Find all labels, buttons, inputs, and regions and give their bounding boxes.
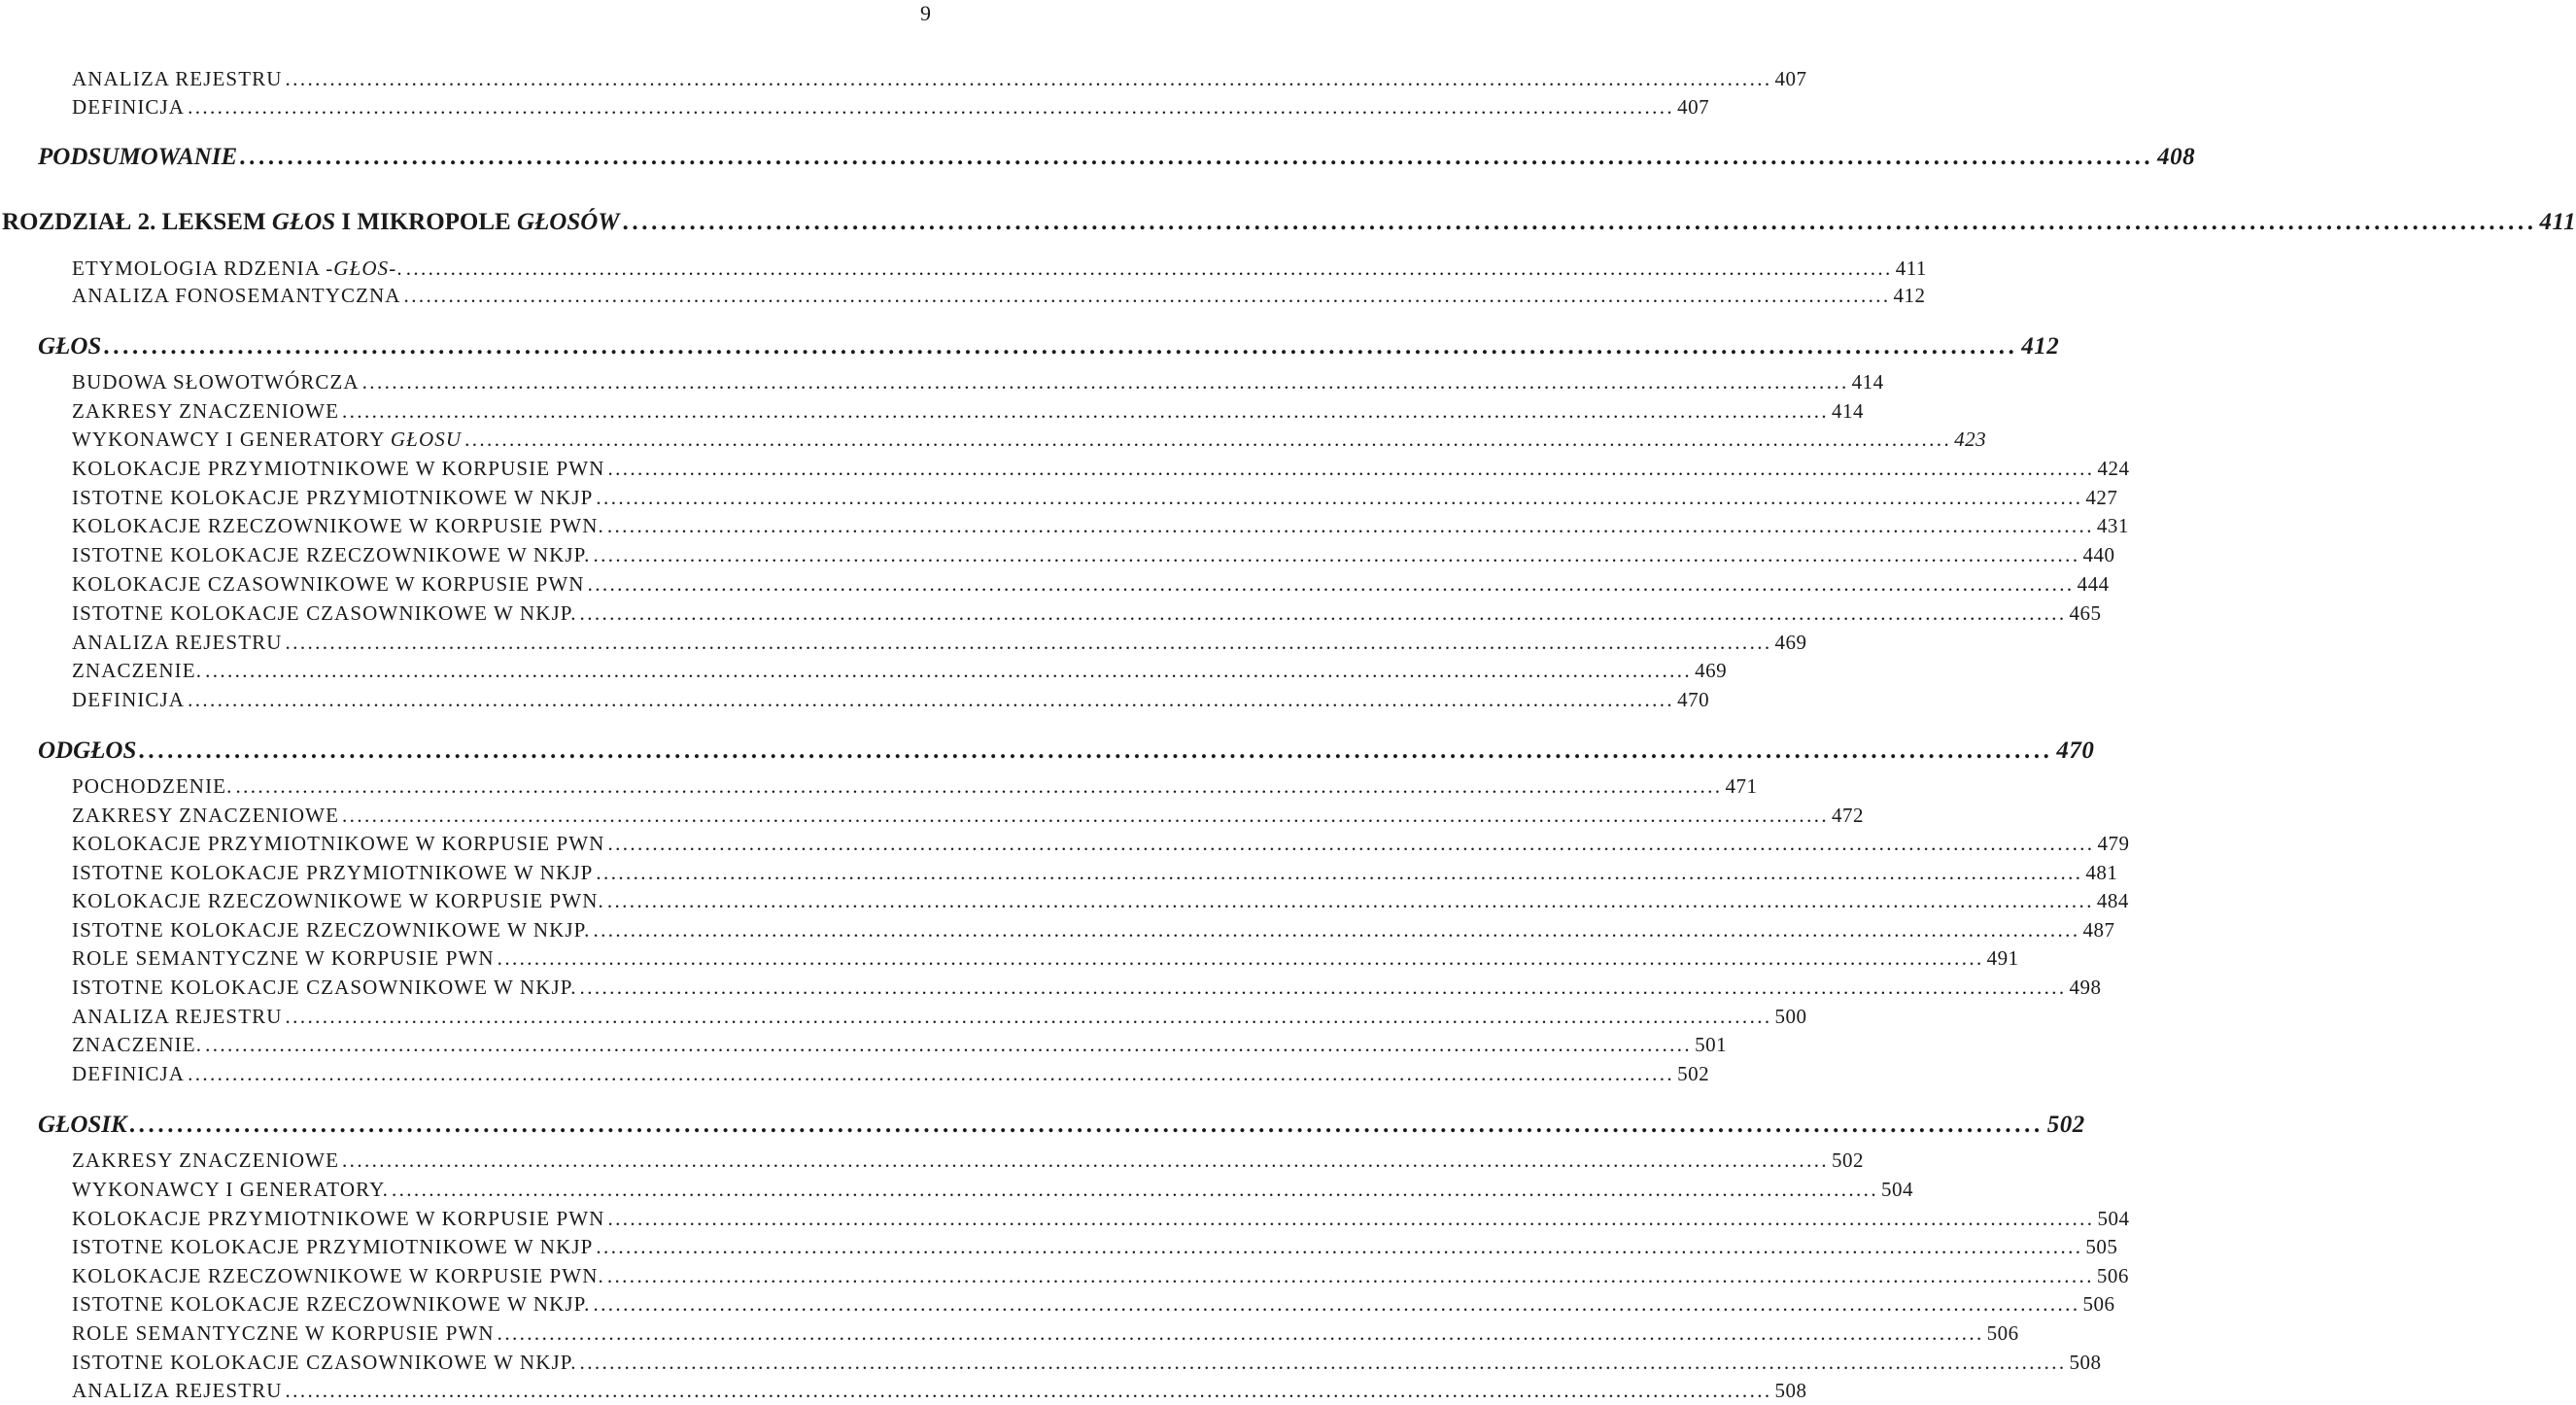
title-text: ISTOTNE KOLOKACJE RZECZOWNIKOWE W NKJP. [72,543,591,566]
title-text: ZAKRESY ZNACZENIOWE [72,1148,340,1172]
dot-leader: ........................................................................................................................................................................................................ [391,1178,1878,1201]
toc-entry-title [72,540,590,569]
toc-page-number: 479 [2097,832,2130,855]
toc-entry-title [72,1146,339,1175]
dot-leader: ........................................................................................................................................................................................................ [607,457,2095,480]
dot-leader: ........................................................................................................................................................................................................ [403,284,1891,307]
toc-entry-title [72,483,593,512]
dot-leader: ........................................................................................................................................................................................................ [587,572,2075,596]
toc-page-number: 500 [1774,1005,1807,1028]
dot-leader: ........................................................................................................................................................................................................ [596,1235,2083,1258]
toc-entry-title [72,367,360,396]
title-text: ISTOTNE KOLOKACJE CZASOWNIKOWE W NKJP. [72,1351,577,1374]
title-text: ANALIZA REJESTRU [72,1005,283,1028]
dot-leader: ........................................................................................................................................................................................................ [104,333,2019,360]
toc-subsection-entry[interactable] [72,425,1987,454]
toc-page-number: 412 [1893,284,1926,307]
toc-page-number: 423 [1954,428,1987,451]
title-text: DEFINICJA [72,95,186,119]
toc-subsection-entry[interactable] [72,1175,1913,1204]
title-text: GŁOS [38,333,102,360]
title-text: BUDOWA SŁOWOTWÓRCZA [72,370,360,394]
toc-section-entry[interactable] [38,1110,2085,1141]
toc-subsection-entry[interactable] [72,1146,1865,1175]
title-text: ISTOTNE KOLOKACJE PRZYMIOTNIKOWE W NKJP [72,1235,594,1258]
toc-subsection-entry[interactable] [72,1376,1807,1405]
dot-leader: ........................................................................................................................................................................................................ [129,1112,2044,1138]
toc-entry-title [72,511,604,540]
toc-subsection-entry[interactable] [72,281,1926,310]
toc-subsection-entry[interactable] [72,569,2110,599]
toc-entry-title [72,886,604,915]
toc-subsection-entry[interactable] [72,1348,2102,1377]
toc-page-number: 502 [1677,1062,1710,1085]
dot-leader: ........................................................................................................................................................................................................ [188,688,1675,711]
toc-page-number: 408 [2157,144,2196,170]
toc-entry-title [72,915,590,944]
dot-leader: ........................................................................................................................................................................................................ [593,918,2080,942]
dot-leader: ........................................................................................................................................................................................................ [188,1062,1675,1085]
dot-leader: ........................................................................................................................................................................................................ [342,1148,1830,1172]
toc-subsection-entry[interactable] [72,511,2129,540]
toc-subsection-entry[interactable] [72,1204,2130,1233]
title-text: ISTOTNE KOLOKACJE RZECZOWNIKOWE W NKJP. [72,918,591,942]
toc-entry-title [72,858,593,887]
toc-entry-title [72,425,462,454]
toc-subsection-entry[interactable] [72,64,1807,93]
toc-subsection-entry[interactable] [72,973,2102,1002]
toc-entry-title [38,1110,127,1141]
toc-page-number: 440 [2082,543,2115,566]
toc-subsection-entry[interactable] [72,483,2118,512]
toc-entry-title [72,396,339,426]
toc-subsection-entry[interactable] [72,1002,1807,1031]
toc-entry-title [72,1232,593,1261]
dot-leader: ........................................................................................................................................................................................................ [622,209,2537,235]
title-text: ANALIZA REJESTRU [72,67,283,90]
toc-entry-title [72,829,604,858]
toc-page-number: 472 [1832,804,1865,827]
dot-leader: ........................................................................................................................................................................................................ [139,737,2054,764]
dot-leader: ........................................................................................................................................................................................................ [607,1207,2095,1230]
dot-leader: ........................................................................................................................................................................................................ [342,804,1830,827]
toc-page-number: 508 [2069,1351,2102,1374]
toc-page-number: 412 [2021,333,2060,360]
toc-entry-title [72,1348,577,1377]
dot-leader: ........................................................................................................................................................................................................ [579,976,2067,999]
toc-page-number: 407 [1774,67,1807,90]
title-text: . [396,257,403,280]
toc-page-number: 498 [2069,976,2102,999]
toc-entry-title [72,1376,283,1405]
toc-entry-title [72,1030,202,1059]
toc-subsection-entry[interactable] [72,829,2130,858]
title-text: DEFINICJA [72,1062,186,1085]
toc-page-number: 491 [1986,946,2019,970]
dot-leader: ........................................................................................................................................................................................................ [240,144,2155,170]
title-text: I MIKROPOLE [335,209,517,235]
toc-page-number: 506 [2096,1264,2129,1287]
toc-page-number: 411 [2539,209,2576,235]
toc-subsection-entry[interactable] [72,943,2019,973]
dot-leader: ........................................................................................................................................................................................................ [596,486,2083,509]
toc-subsection-entry[interactable] [72,454,2130,483]
title-text: ISTOTNE KOLOKACJE RZECZOWNIKOWE W NKJP. [72,1292,591,1316]
title-text: KOLOKACJE PRZYMIOTNIKOWE W KORPUSIE PWN [72,1207,605,1230]
dot-leader: ........................................................................................................................................................................................................ [285,631,1772,654]
title-text: KOLOKACJE RZECZOWNIKOWE W KORPUSIE PWN. [72,889,604,912]
toc-page-number: 508 [1774,1379,1807,1402]
title-text: WYKONAWCY I GENERATORY. [72,1178,389,1201]
dot-leader: ........................................................................................................................................................................................................ [285,67,1772,90]
toc-page-number: 502 [2046,1112,2085,1138]
toc-page-number: 506 [2082,1292,2115,1316]
toc-page-number: 501 [1695,1033,1728,1056]
toc-entry-title [72,1175,389,1204]
dot-leader: ........................................................................................................................................................................................................ [579,601,2067,625]
title-text: WYKONAWCY I GENERATORY [72,428,391,451]
toc-page-number: 424 [2097,457,2130,480]
toc-subsection-entry[interactable] [72,685,1710,714]
toc-page-number: 505 [2085,1235,2118,1258]
toc-subsection-entry[interactable] [72,1059,1710,1088]
toc-subsection-entry[interactable] [72,1232,2118,1261]
toc-page-number: 431 [2096,514,2129,537]
title-text: KOLOKACJE RZECZOWNIKOWE W KORPUSIE PWN. [72,514,604,537]
toc-entry-title [72,92,185,121]
toc-section-entry[interactable] [38,331,2060,362]
toc-entry-title [72,281,401,310]
title-text: ETYMOLOGIA RDZENIA [72,257,326,280]
dot-leader: ........................................................................................................................................................................................................ [285,1005,1772,1028]
title-text: ISTOTNE KOLOKACJE CZASOWNIKOWE W NKJP. [72,976,577,999]
dot-leader: ........................................................................................................................................................................................................ [342,399,1830,423]
title-text: ZNACZENIE. [72,1033,203,1056]
toc-subsection-entry[interactable] [72,1030,1728,1059]
toc-page-number: 469 [1695,659,1728,682]
toc-entry-title [72,454,604,483]
title-text: KOLOKACJE RZECZOWNIKOWE W KORPUSIE PWN. [72,1264,604,1287]
dot-leader: ........................................................................................................................................................................................................ [405,257,1893,280]
title-emphasis: -GŁOS- [326,257,397,280]
title-emphasis: GŁOS [271,209,336,235]
title-text: KOLOKACJE PRZYMIOTNIKOWE W KORPUSIE PWN [72,832,605,855]
title-emphasis: GŁOSU [390,428,463,451]
toc-page-number: 470 [1677,688,1710,711]
title-text: KOLOKACJE CZASOWNIKOWE W KORPUSIE PWN [72,572,585,596]
toc-entry-title [72,1059,185,1088]
title-text: ISTOTNE KOLOKACJE PRZYMIOTNIKOWE W NKJP [72,861,594,884]
title-text: ANALIZA REJESTRU [72,1379,283,1402]
title-text: ROLE SEMANTYCZNE W KORPUSIE PWN [72,1321,495,1345]
title-text: PODSUMOWANIE [38,144,238,170]
title-text: ISTOTNE KOLOKACJE PRZYMIOTNIKOWE W NKJP [72,486,594,509]
toc-page-number: 470 [2056,737,2095,764]
toc-subsection-entry[interactable] [72,1289,2115,1319]
toc-page-number: 414 [1832,399,1865,423]
toc-subsection-entry[interactable] [72,254,1927,283]
title-text: ROZDZIAŁ 2. LEKSEM [2,209,272,235]
toc-entry-title [72,599,577,628]
toc-subsection-entry[interactable] [72,92,1710,121]
toc-entry-title [72,1002,283,1031]
toc-entry-title [72,685,185,714]
dot-leader: ........................................................................................................................................................................................................ [606,514,2094,537]
toc-subsection-entry[interactable] [72,656,1728,685]
toc-subsection-entry[interactable] [72,771,1758,801]
toc-entry-title [72,569,585,599]
title-text: ZAKRESY ZNACZENIOWE [72,399,340,423]
title-text: ROLE SEMANTYCZNE W KORPUSIE PWN [72,946,495,970]
toc-page-number: 471 [1725,774,1758,798]
toc-chapter-entry[interactable] [2,207,2576,238]
title-text: POCHODZENIE. [72,774,233,798]
toc-page-number: 481 [2085,861,2118,884]
toc-page-number: 504 [2097,1207,2130,1230]
dot-leader: ........................................................................................................................................................................................................ [593,543,2080,566]
toc-entry-title [72,1204,604,1233]
title-text: ISTOTNE KOLOKACJE CZASOWNIKOWE W NKJP. [72,601,577,625]
title-text: ANALIZA REJESTRU [72,631,283,654]
toc-entry-title [72,1261,604,1290]
dot-leader: ........................................................................................................................................................................................................ [235,774,1723,798]
toc-page-number: 506 [1986,1321,2019,1345]
toc-entry-title [72,973,577,1002]
title-text: ZNACZENIE. [72,659,203,682]
toc-subsection-entry[interactable] [72,628,1807,657]
toc-page-number: 487 [2082,918,2115,942]
toc-subsection-entry[interactable] [72,886,2129,915]
dot-leader: ........................................................................................................................................................................................................ [464,428,1952,451]
toc-entry-title [72,656,202,685]
toc-entry-title [72,801,339,830]
toc-entry-title [38,736,136,767]
title-text: ZAKRESY ZNACZENIOWE [72,804,340,827]
dot-leader: ........................................................................................................................................................................................................ [607,832,2095,855]
title-text: ANALIZA FONOSEMANTYCZNA [72,284,401,307]
toc-subsection-entry[interactable] [72,1261,2129,1290]
dot-leader: ........................................................................................................................................................................................................ [593,1292,2080,1316]
toc-subsection-entry[interactable] [72,599,2102,628]
toc-subsection-entry[interactable] [72,540,2115,569]
toc-subsection-entry[interactable] [72,858,2118,887]
toc-page-number: 484 [2096,889,2129,912]
toc-subsection-entry[interactable] [72,367,1884,396]
toc-subsection-entry[interactable] [72,396,1865,426]
dot-leader: ........................................................................................................................................................................................................ [606,1264,2094,1287]
dot-leader: ........................................................................................................................................................................................................ [606,889,2094,912]
toc-page-number: 444 [2077,572,2110,596]
title-text: KOLOKACJE PRZYMIOTNIKOWE W KORPUSIE PWN [72,457,605,480]
dot-leader: ........................................................................................................................................................................................................ [497,1321,1984,1345]
toc-page-number: 414 [1851,370,1884,394]
toc-entry-title [72,943,495,973]
dot-leader: ........................................................................................................................................................................................................ [205,659,1693,682]
toc-entry-title [38,142,237,173]
toc-entry-title [72,254,403,283]
dot-leader: ........................................................................................................................................................................................................ [285,1379,1772,1402]
toc-page-number: 411 [1895,257,1927,280]
toc-page-number: 469 [1774,631,1807,654]
toc-section-entry[interactable] [38,142,2196,173]
dot-leader: ........................................................................................................................................................................................................ [205,1033,1693,1056]
toc-page-number: 502 [1832,1148,1865,1172]
title-emphasis: GŁOSÓW [516,209,620,235]
dot-leader: ........................................................................................................................................................................................................ [497,946,1984,970]
title-text: DEFINICJA [72,688,186,711]
toc-entry-title [72,628,283,657]
toc-page-number: 427 [2085,486,2118,509]
toc-entry-title [72,1289,590,1319]
dot-leader: ........................................................................................................................................................................................................ [188,95,1675,119]
toc-subsection-entry[interactable] [72,801,1865,830]
dot-leader: ........................................................................................................................................................................................................ [361,370,1849,394]
toc-section-entry[interactable] [38,736,2095,767]
toc-subsection-entry[interactable] [72,915,2115,944]
toc-subsection-entry[interactable] [72,1319,2019,1348]
title-text: GŁOSIK [38,1112,127,1138]
toc-entry-title [72,64,283,93]
toc-entry-title [72,1319,495,1348]
toc-page-number: 465 [2069,601,2102,625]
dot-leader: ........................................................................................................................................................................................................ [596,861,2083,884]
page-number: 9 [920,1,931,25]
toc-page-number: 504 [1880,1178,1913,1201]
toc-entry-title [72,771,232,801]
toc-entry-title [2,207,620,238]
toc-page-number: 407 [1677,95,1710,119]
title-text: ODGŁOS [38,737,137,764]
dot-leader: ........................................................................................................................................................................................................ [579,1351,2067,1374]
toc-entry-title [38,331,101,362]
